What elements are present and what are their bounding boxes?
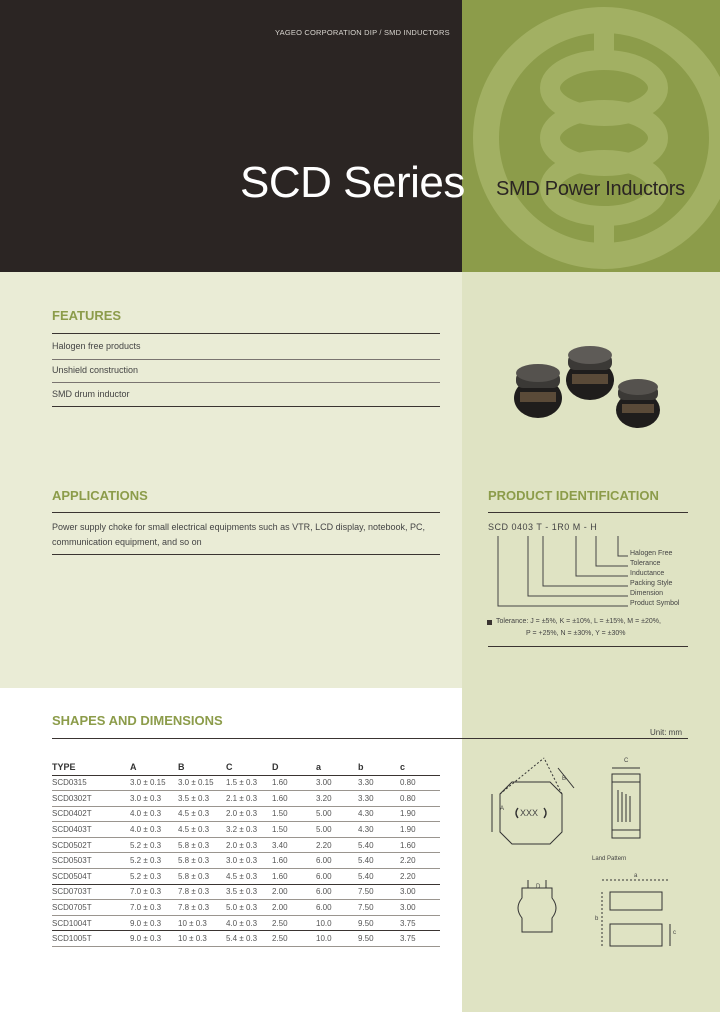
part-number-code: SCD 0403 T - 1R0 M - H bbox=[488, 522, 598, 532]
table-cell: 3.0 ± 0.15 bbox=[130, 775, 178, 791]
table-cell: 5.2 ± 0.3 bbox=[130, 869, 178, 885]
series-subtitle: SMD Power Inductors bbox=[496, 178, 685, 200]
table-cell: 3.5 ± 0.3 bbox=[226, 884, 272, 900]
pid-label-inductance: Inductance bbox=[630, 570, 665, 577]
table-cell: 9.0 ± 0.3 bbox=[130, 915, 178, 931]
col-d: D bbox=[272, 759, 316, 775]
table-cell: SCD0402T bbox=[52, 806, 130, 822]
land-pattern-label: Land Pattern bbox=[592, 856, 627, 862]
part-number-diagram bbox=[488, 534, 638, 614]
table-cell: 1.5 ± 0.3 bbox=[226, 775, 272, 791]
table-cell: 3.0 ± 0.3 bbox=[130, 791, 178, 807]
table-cell: 3.75 bbox=[400, 931, 440, 947]
product-photo bbox=[500, 340, 670, 440]
table-row bbox=[52, 900, 440, 916]
applications-text: Power supply choke for small electrical equipments such as VTR, LCD display, notebook, PC, communication equipment, and so on bbox=[52, 522, 425, 547]
table-cell: SCD1004T bbox=[52, 915, 130, 931]
table-row bbox=[52, 869, 440, 885]
table-cell: 4.30 bbox=[358, 822, 400, 838]
table-cell: 3.75 bbox=[400, 915, 440, 931]
pid-label-halogen: Halogen Free bbox=[630, 550, 673, 557]
table-cell: 2.50 bbox=[272, 931, 316, 947]
table-cell: 6.00 bbox=[316, 900, 358, 916]
col-pa: a bbox=[316, 759, 358, 775]
table-cell: 7.8 ± 0.3 bbox=[178, 884, 226, 900]
table-cell: 3.30 bbox=[358, 791, 400, 807]
outline-drawings bbox=[462, 740, 720, 1012]
table-cell: 6.00 bbox=[316, 853, 358, 869]
table-cell: SCD0502T bbox=[52, 837, 130, 853]
table-cell: 5.8 ± 0.3 bbox=[178, 869, 226, 885]
table-cell: 0.80 bbox=[400, 791, 440, 807]
series-title: SCD Series bbox=[240, 158, 465, 207]
table-cell: 1.60 bbox=[272, 791, 316, 807]
table-cell: 10.0 bbox=[316, 931, 358, 947]
product-id-bottom-rule bbox=[488, 646, 688, 647]
dim-label-b: B bbox=[562, 776, 567, 782]
table-cell: 3.5 ± 0.3 bbox=[178, 791, 226, 807]
product-id-title: PRODUCT IDENTIFICATION bbox=[488, 488, 659, 503]
table-cell: 1.90 bbox=[400, 806, 440, 822]
table-row bbox=[52, 884, 440, 900]
table-cell: 2.00 bbox=[272, 884, 316, 900]
tolerance-note: Tolerance: J = ±5%, K = ±10%, L = ±15%, M = ±20%, bbox=[496, 618, 661, 625]
table-cell: 3.30 bbox=[358, 775, 400, 791]
table-cell: 4.5 ± 0.3 bbox=[178, 806, 226, 822]
bottom-view-outline bbox=[518, 888, 556, 932]
applications-bottom-rule bbox=[52, 554, 440, 555]
table-cell: 2.00 bbox=[272, 900, 316, 916]
table-cell: 2.1 ± 0.3 bbox=[226, 791, 272, 807]
table-cell: 2.20 bbox=[400, 853, 440, 869]
table-cell: 6.00 bbox=[316, 869, 358, 885]
table-cell: 7.0 ± 0.3 bbox=[130, 884, 178, 900]
pid-label-dimension: Dimension bbox=[630, 590, 664, 597]
table-cell: 4.5 ± 0.3 bbox=[226, 869, 272, 885]
feature-divider bbox=[52, 382, 440, 383]
table-cell: 1.60 bbox=[272, 869, 316, 885]
feature-item: Unshield construction bbox=[52, 365, 139, 375]
table-cell: 10.0 bbox=[316, 915, 358, 931]
table-cell: 2.20 bbox=[316, 837, 358, 853]
product-id-rule bbox=[488, 512, 688, 513]
shapes-rule bbox=[52, 738, 688, 739]
feature-item: Halogen free products bbox=[52, 341, 141, 351]
coil-logo-icon bbox=[462, 0, 720, 272]
table-cell: 3.00 bbox=[316, 775, 358, 791]
table-cell: 5.0 ± 0.3 bbox=[226, 900, 272, 916]
table-cell: 7.8 ± 0.3 bbox=[178, 900, 226, 916]
table-cell: 1.50 bbox=[272, 822, 316, 838]
table-cell: 0.80 bbox=[400, 775, 440, 791]
dimensions-table bbox=[52, 759, 440, 947]
unit-label: Unit: mm bbox=[650, 728, 682, 737]
table-row bbox=[52, 791, 440, 807]
features-rule bbox=[52, 333, 440, 334]
table-cell: 5.2 ± 0.3 bbox=[130, 853, 178, 869]
pid-label-product: Product Symbol bbox=[630, 600, 680, 607]
col-type: TYPE bbox=[52, 759, 130, 775]
table-cell: 7.50 bbox=[358, 900, 400, 916]
tolerance-note-2: P = +25%, N = ±30%, Y = ±30% bbox=[526, 630, 626, 637]
table-cell: 2.0 ± 0.3 bbox=[226, 806, 272, 822]
feature-item: SMD drum inductor bbox=[52, 389, 130, 399]
table-cell: 4.0 ± 0.3 bbox=[226, 915, 272, 931]
table-cell: 7.0 ± 0.3 bbox=[130, 900, 178, 916]
dim-label-pc: c bbox=[673, 930, 676, 936]
col-b: B bbox=[178, 759, 226, 775]
table-cell: 10 ± 0.3 bbox=[178, 915, 226, 931]
table-cell: 1.60 bbox=[272, 775, 316, 791]
table-row bbox=[52, 806, 440, 822]
dim-label-d: D bbox=[536, 884, 541, 890]
dim-label-pa: a bbox=[634, 873, 638, 879]
table-cell: SCD0705T bbox=[52, 900, 130, 916]
land-pad-bottom bbox=[610, 924, 662, 946]
table-row bbox=[52, 915, 440, 931]
table-cell: 5.4 ± 0.3 bbox=[226, 931, 272, 947]
table-cell: 1.60 bbox=[400, 837, 440, 853]
table-cell: 9.50 bbox=[358, 931, 400, 947]
table-cell: 3.0 ± 0.3 bbox=[226, 853, 272, 869]
table-cell: 7.50 bbox=[358, 884, 400, 900]
table-row bbox=[52, 775, 440, 791]
pid-label-tolerance: Tolerance bbox=[630, 560, 661, 567]
table-cell: SCD0403T bbox=[52, 822, 130, 838]
dim-label-pb: b bbox=[595, 916, 599, 922]
table-cell: 5.8 ± 0.3 bbox=[178, 837, 226, 853]
table-cell: 3.0 ± 0.15 bbox=[178, 775, 226, 791]
applications-rule bbox=[52, 512, 440, 513]
table-cell: 3.00 bbox=[400, 884, 440, 900]
col-pb: b bbox=[358, 759, 400, 775]
table-cell: 1.50 bbox=[272, 806, 316, 822]
table-cell: 9.50 bbox=[358, 915, 400, 931]
table-cell: 6.00 bbox=[316, 884, 358, 900]
table-cell: SCD0504T bbox=[52, 869, 130, 885]
features-title: FEATURES bbox=[52, 308, 122, 323]
col-a: A bbox=[130, 759, 178, 775]
table-cell: SCD0315 bbox=[52, 775, 130, 791]
table-cell: 3.20 bbox=[316, 791, 358, 807]
pid-label-packing: Packing Style bbox=[630, 580, 673, 587]
col-c: C bbox=[226, 759, 272, 775]
table-cell: 5.40 bbox=[358, 837, 400, 853]
header-green-panel bbox=[462, 0, 720, 272]
table-cell: SCD0503T bbox=[52, 853, 130, 869]
table-cell: 5.2 ± 0.3 bbox=[130, 837, 178, 853]
table-cell: SCD0302T bbox=[52, 791, 130, 807]
table-cell: 5.8 ± 0.3 bbox=[178, 853, 226, 869]
table-row bbox=[52, 931, 440, 947]
table-row bbox=[52, 853, 440, 869]
dim-label-c: C bbox=[624, 758, 629, 764]
table-cell: 4.5 ± 0.3 bbox=[178, 822, 226, 838]
table-cell: 9.0 ± 0.3 bbox=[130, 931, 178, 947]
table-cell: 4.0 ± 0.3 bbox=[130, 806, 178, 822]
table-cell: 4.0 ± 0.3 bbox=[130, 822, 178, 838]
dim-label-a: A bbox=[500, 806, 505, 812]
land-pad-top bbox=[610, 892, 662, 910]
feature-divider bbox=[52, 359, 440, 360]
table-cell: 5.40 bbox=[358, 869, 400, 885]
dimension-drawings bbox=[462, 740, 720, 1012]
marking-label: XXX bbox=[520, 808, 539, 818]
applications-title: APPLICATIONS bbox=[52, 488, 148, 503]
table-cell: 2.50 bbox=[272, 915, 316, 931]
shapes-title: SHAPES AND DIMENSIONS bbox=[52, 713, 223, 728]
table-cell: 5.40 bbox=[358, 853, 400, 869]
table-cell: 3.00 bbox=[400, 900, 440, 916]
col-pc: c bbox=[400, 759, 440, 775]
table-cell: 5.00 bbox=[316, 822, 358, 838]
table-cell: 2.20 bbox=[400, 869, 440, 885]
table-cell: 3.2 ± 0.3 bbox=[226, 822, 272, 838]
table-row bbox=[52, 837, 440, 853]
table-cell: 5.00 bbox=[316, 806, 358, 822]
table-cell: 2.0 ± 0.3 bbox=[226, 837, 272, 853]
table-cell: 10 ± 0.3 bbox=[178, 931, 226, 947]
table-cell: 1.90 bbox=[400, 822, 440, 838]
table-cell: 3.40 bbox=[272, 837, 316, 853]
table-cell: 4.30 bbox=[358, 806, 400, 822]
bullet-icon bbox=[487, 620, 492, 625]
table-cell: 1.60 bbox=[272, 853, 316, 869]
table-header-row bbox=[52, 759, 440, 775]
features-bottom-rule bbox=[52, 406, 440, 407]
table-row bbox=[52, 822, 440, 838]
left-content-panel bbox=[0, 272, 462, 688]
company-line: YAGEO CORPORATION DIP / SMD INDUCTORS bbox=[275, 28, 450, 37]
table-cell: SCD0703T bbox=[52, 884, 130, 900]
table-cell: SCD1005T bbox=[52, 931, 130, 947]
